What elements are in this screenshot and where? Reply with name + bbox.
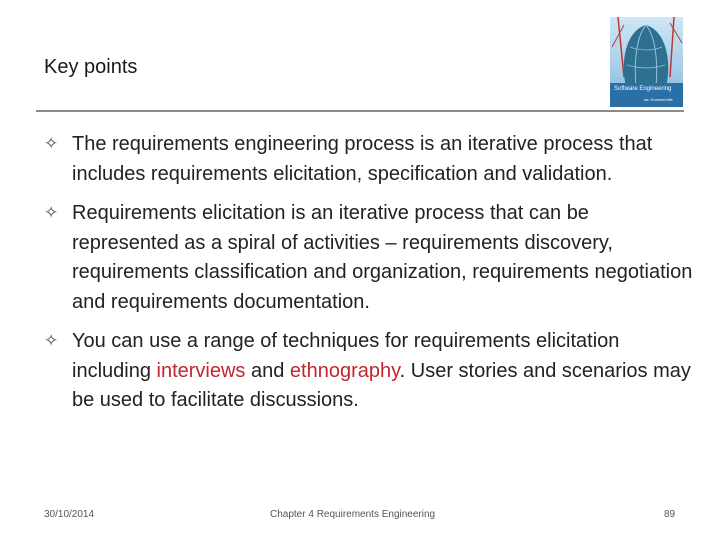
- highlight-interviews: interviews: [156, 359, 246, 382]
- bullet-text: Requirements elicitation is an iterative process that can be represented as a spiral of activities – requirements discovery, requirements classification and organization, requirements negotiation and requirements documentation.: [72, 202, 693, 313]
- bullet-text-part: You can use a range of techniques for requirements elicitation including: [72, 330, 620, 382]
- bullet-item: [44, 199, 694, 317]
- four-pointed-star-icon: ✧: [44, 331, 59, 351]
- title-divider: [36, 110, 684, 112]
- cover-author: Ian Sommerville: [644, 97, 673, 102]
- bullet-text-part: . User stories and scenarios may be used to facilitate discussions.: [72, 359, 691, 411]
- book-cover-image: [610, 17, 683, 107]
- four-pointed-star-icon: ✧: [44, 134, 59, 154]
- page-number: 89: [664, 509, 676, 520]
- bullet-list: [44, 130, 694, 426]
- bullet-text-part: and: [245, 359, 290, 382]
- four-pointed-star-icon: ✧: [44, 203, 59, 223]
- highlight-ethnography: ethnography: [289, 359, 400, 382]
- slide-title: Key points: [44, 56, 138, 78]
- bullet-text: The requirements engineering process is an iterative process that includes requirements elicitation, specification and validation.: [72, 133, 653, 185]
- bullet-item: [44, 327, 694, 416]
- footer-chapter: Chapter 4 Requirements Engineering: [270, 509, 436, 520]
- cover-title: Software Engineering: [614, 86, 672, 92]
- gherkin-building-illustration: [610, 17, 683, 107]
- footer-date: 30/10/2014: [44, 509, 95, 520]
- bullet-item: [44, 130, 694, 189]
